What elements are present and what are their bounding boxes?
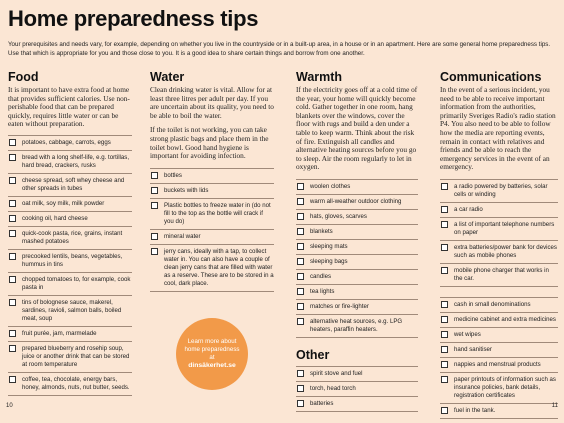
food-item[interactable] (8, 326, 132, 341)
food-item-label: prepared blueberry and rosehip soup, juice or another drink that can be stored at room temperature (22, 344, 130, 368)
checkbox-icon[interactable] (441, 206, 448, 213)
food-item[interactable] (8, 173, 132, 196)
checkbox-icon[interactable] (151, 202, 158, 209)
checkbox-icon[interactable] (151, 187, 158, 194)
checkbox-icon[interactable] (9, 376, 16, 383)
badge-url: dinsäkerhet.se (188, 362, 236, 370)
other-item-label: torch, head torch (310, 384, 356, 392)
checkbox-icon[interactable] (297, 243, 304, 250)
communications-item[interactable] (440, 179, 558, 202)
food-item[interactable] (8, 372, 132, 396)
communications-item-label: extra batteries/power bank for devices such as mobile phones (454, 243, 557, 259)
misc-item-label: wet wipes (454, 330, 481, 338)
warmth-item[interactable] (296, 179, 418, 194)
checkbox-icon[interactable] (297, 273, 304, 280)
water-item[interactable] (150, 198, 274, 229)
checkbox-icon[interactable] (9, 230, 16, 237)
misc-item-label: fuel in the tank. (454, 406, 496, 414)
water-item[interactable] (150, 229, 274, 244)
food-text: It is important to have extra food at home that provides sufficient calories. Use non-perishable food that can be prepared quickly, requires little water or can be eaten without preparation. (8, 85, 130, 129)
checkbox-icon[interactable] (9, 139, 16, 146)
checkbox-icon[interactable] (9, 299, 16, 306)
misc-item-label: nappies and menstrual products (454, 360, 541, 368)
food-item-label: tins of bolognese sauce, makerel, sardines, ravioli, salmon balls, boiled meat, soup (22, 298, 122, 322)
water-heading: Water (150, 70, 185, 84)
water-item[interactable] (150, 168, 274, 183)
communications-item-label: a radio powered by batteries, solar cells or winding (454, 182, 548, 198)
misc-item[interactable] (440, 372, 558, 403)
warmth-item[interactable] (296, 194, 418, 209)
warmth-item[interactable] (296, 299, 418, 314)
misc-item-label: paper printouts of information such as insurance policies, bank details, registration certificates (454, 375, 556, 399)
checkbox-icon[interactable] (297, 213, 304, 220)
warmth-item[interactable] (296, 209, 418, 224)
water-item-label: Plastic bottles to freeze water in (do not fill to the top as the bottle will crack if you do) (164, 201, 271, 225)
checkbox-icon[interactable] (151, 248, 158, 255)
misc-item[interactable] (440, 403, 558, 419)
warmth-item[interactable] (296, 254, 418, 269)
checkbox-icon[interactable] (441, 183, 448, 190)
checkbox-icon[interactable] (9, 253, 16, 260)
warmth-item-label: blankets (310, 227, 333, 235)
misc-item-label: medicine cabinet and extra medicines (454, 315, 556, 323)
checkbox-icon[interactable] (151, 233, 158, 240)
other-item-label: batteries (310, 399, 334, 407)
water-item-label: bottles (164, 171, 182, 179)
communications-item[interactable] (440, 240, 558, 263)
checkbox-icon[interactable] (441, 346, 448, 353)
checkbox-icon[interactable] (297, 198, 304, 205)
water-checklist (150, 168, 274, 292)
checkbox-icon[interactable] (441, 407, 448, 414)
page-number-left: 10 (6, 403, 13, 409)
water-item-label: mineral water (164, 232, 201, 240)
other-checklist (296, 366, 418, 412)
misc-item[interactable] (440, 342, 558, 357)
food-item[interactable] (8, 196, 132, 211)
food-item-label: potatoes, cabbage, carrots, eggs (22, 138, 111, 146)
food-item-label: coffee, tea, chocolate, energy bars, honey, almonds, nuts, nut butter, seeds. (22, 375, 130, 391)
warmth-item[interactable] (296, 284, 418, 299)
warmth-column (296, 70, 418, 412)
checkbox-icon[interactable] (9, 200, 16, 207)
communications-item[interactable] (440, 263, 558, 287)
checkbox-icon[interactable] (441, 361, 448, 368)
checkbox-icon[interactable] (441, 221, 448, 228)
checkbox-icon[interactable] (9, 154, 16, 161)
food-item[interactable] (8, 295, 132, 326)
food-item[interactable] (8, 272, 132, 295)
other-item[interactable] (296, 381, 418, 396)
water-item[interactable] (150, 183, 274, 198)
communications-item-label: a list of important telephone numbers on paper (454, 220, 555, 236)
food-item-label: precooked lentils, beans, vegetables, hummus in tins (22, 252, 123, 268)
communications-item-label: a car radio (454, 205, 483, 213)
food-item[interactable] (8, 341, 132, 372)
misc-item[interactable] (440, 312, 558, 327)
food-column (8, 70, 132, 396)
food-item[interactable] (8, 249, 132, 272)
checkbox-icon[interactable] (441, 301, 448, 308)
checkbox-icon[interactable] (297, 318, 304, 325)
water-column (150, 70, 274, 292)
communications-heading: Communications (440, 70, 542, 84)
warmth-heading: Warmth (296, 70, 343, 84)
food-checklist (8, 135, 132, 396)
food-item-label: quick-cook pasta, rice, grains, instant mashed potatoes (22, 229, 123, 245)
checkbox-icon[interactable] (297, 288, 304, 295)
checkbox-icon[interactable] (441, 331, 448, 338)
communications-checklist (440, 179, 558, 287)
warmth-item[interactable] (296, 269, 418, 284)
checkbox-icon[interactable] (297, 303, 304, 310)
warmth-item-label: sleeping bags (310, 257, 348, 265)
food-item[interactable] (8, 211, 132, 226)
food-item-label: bread with a long shelf-life, e.g. tortillas, hard bread, crackers, rusks (22, 153, 130, 169)
other-item-label: spirit stove and fuel (310, 369, 363, 377)
misc-item[interactable] (440, 297, 558, 312)
checkbox-icon[interactable] (297, 370, 304, 377)
food-heading: Food (8, 70, 39, 84)
checkbox-icon[interactable] (441, 376, 448, 383)
water-item[interactable] (150, 244, 274, 292)
checkbox-icon[interactable] (9, 276, 16, 283)
warmth-item-label: alternative heat sources, e.g. LPG heaters, paraffin heaters. (310, 317, 403, 333)
warmth-item-label: sleeping mats (310, 242, 348, 250)
communications-item[interactable] (440, 202, 558, 217)
warmth-item-label: warm all-weather outdoor clothing (310, 197, 402, 205)
water-item-label: buckets with lids (164, 186, 209, 194)
checkbox-icon[interactable] (297, 258, 304, 265)
intro-text: Your prerequisites and needs vary, for example, depending on whether you live in the countryside or in a built-up area, in a house or in an apartment. Here are some general home preparedness tips. Use that which is appropriate for you and those close to you. It is a good idea to share certain things and borrow from one another. (8, 41, 551, 57)
warmth-item-label: woolen clothes (310, 182, 351, 190)
other-heading: Other (296, 347, 330, 362)
warmth-item[interactable] (296, 314, 418, 338)
misc-checklist (440, 297, 558, 419)
checkbox-icon[interactable] (9, 177, 16, 184)
checkbox-icon[interactable] (9, 215, 16, 222)
page-title: Home preparedness tips (8, 6, 259, 31)
food-item-label: cooking oil, hard cheese (22, 214, 88, 222)
checkbox-icon[interactable] (151, 172, 158, 179)
warmth-item-label: hats, gloves, scarves (310, 212, 367, 220)
warmth-item[interactable] (296, 224, 418, 239)
checkbox-icon[interactable] (9, 330, 16, 337)
food-item-label: chopped tomatoes to, for example, cook pasta in (22, 275, 131, 291)
warmth-item-label: candles (310, 272, 332, 280)
learn-more-badge: Learn more about home preparedness at dinsäkerhet.se (176, 318, 248, 390)
checkbox-icon[interactable] (297, 228, 304, 235)
misc-item-label: hand sanitiser (454, 345, 492, 353)
checkbox-icon[interactable] (297, 400, 304, 407)
communications-column (440, 70, 558, 419)
communications-text: In the event of a serious incident, you need to be able to receive important information from the authorities, primarily Sveriges Radio's radio station P4. You also need to be able to follow how the media are reporting events, remain in contact with relatives and friends and be able to reach the emergency services in the event of an emergency. (440, 85, 556, 172)
checkbox-icon[interactable] (9, 345, 16, 352)
water-item-label: jerry cans, ideally with a tap, to collect water in. You can also have a couple of clean jerry cans that are filled with water as a reserve. These are to be stored in a cool, dark place. (164, 247, 274, 287)
misc-item[interactable] (440, 357, 558, 372)
checkbox-icon[interactable] (297, 183, 304, 190)
communications-item-label: mobile phone charger that works in the car. (454, 266, 549, 282)
communications-item[interactable] (440, 217, 558, 240)
other-item[interactable] (296, 396, 418, 412)
checkbox-icon[interactable] (441, 316, 448, 323)
checkbox-icon[interactable] (297, 385, 304, 392)
other-item[interactable] (296, 366, 418, 381)
checkbox-icon[interactable] (441, 244, 448, 251)
food-item[interactable] (8, 135, 132, 150)
checkbox-icon[interactable] (441, 267, 448, 274)
warmth-text: If the electricity goes off at a cold time of the year, your home will quickly become cold. Gather together in one room, hang blankets over the windows, cover the floor with rugs and build a den under a table to keep warm. Think about the risk of fire. Extinguish all candles and alternative heating sources before you go to sleep. Air the room regularly to let in oxygen. (296, 85, 418, 172)
misc-item-label: cash in small denominations (454, 300, 531, 308)
warmth-item-label: matches or fire-lighter (310, 302, 369, 310)
food-item-label: fruit purée, jam, marmelade (22, 329, 97, 337)
food-item[interactable] (8, 226, 132, 249)
water-text: Clean drinking water is vital. Allow for at least three litres per adult per day. If you are uncertain about its quality, you need to be able to boil the water. If the toilet is not working, you can take strong plastic bags and place them in the toilet bowl. Good hand hygiene is important for avoiding infection. (150, 85, 274, 161)
misc-item[interactable] (440, 327, 558, 342)
warmth-checklist (296, 179, 418, 338)
warmth-item[interactable] (296, 239, 418, 254)
food-item-label: oat milk, soy milk, milk powder (22, 199, 105, 207)
food-item-label: cheese spread, soft whey cheese and other spreads in tubes (22, 176, 125, 192)
warmth-item-label: tea lights (310, 287, 335, 295)
food-item[interactable] (8, 150, 132, 173)
page-number-right: 11 (551, 403, 558, 409)
